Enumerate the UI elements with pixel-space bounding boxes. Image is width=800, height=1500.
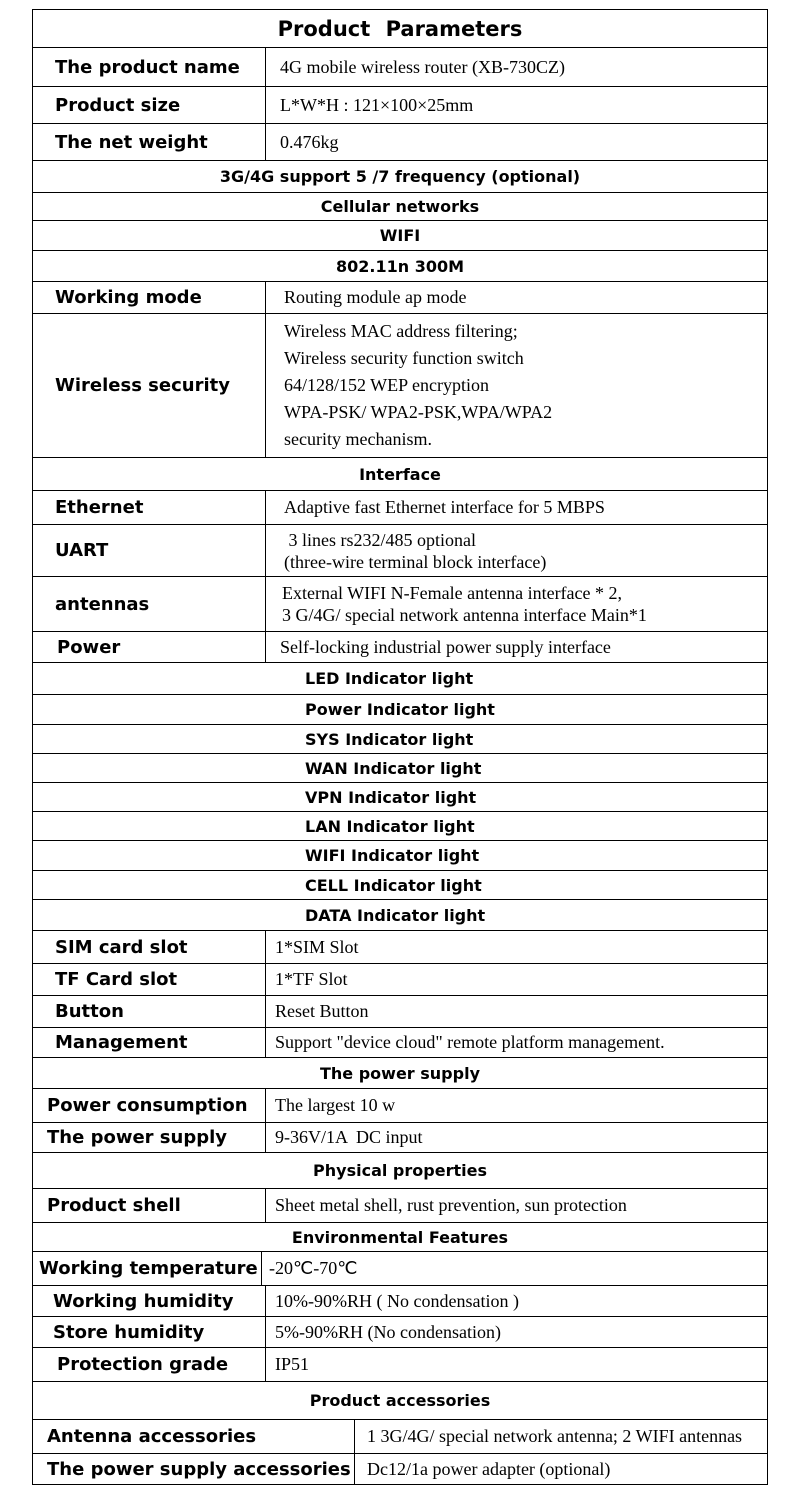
spec-value-line: Reset Button bbox=[275, 1001, 369, 1021]
spec-row-protection-grade bbox=[32, 1348, 768, 1382]
section-header-row bbox=[32, 812, 768, 841]
spec-label: Protection grade bbox=[57, 1354, 229, 1375]
spec-row-ethernet bbox=[32, 491, 768, 525]
spec-value-line: Wireless MAC address filtering; bbox=[284, 321, 518, 341]
spec-value-line: 10%-90%RH ( No condensation ) bbox=[275, 1290, 519, 1311]
spec-value-line: Dc12/1a power adapter (optional) bbox=[367, 1458, 611, 1479]
spec-label: Button bbox=[55, 1001, 124, 1022]
spec-value bbox=[265, 1123, 767, 1152]
spec-row-wireless-security bbox=[32, 314, 768, 458]
section-header-interface: Interface bbox=[359, 464, 441, 484]
section-header-row bbox=[32, 841, 768, 871]
spec-value bbox=[265, 48, 767, 86]
section-header-physical-properties: Physical properties bbox=[313, 1161, 487, 1180]
spec-value bbox=[265, 1348, 767, 1381]
spec-value-line: IP51 bbox=[275, 1354, 310, 1374]
spec-label: The power supply accessories bbox=[47, 1458, 351, 1480]
spec-value-line: (three-wire terminal block interface) bbox=[284, 551, 547, 572]
section-header-3g-4g-support-5-7-frequency-optional: 3G/4G support 5 /7 frequency (optional) bbox=[219, 167, 581, 186]
section-header-cell-indicator-light: CELL Indicator light bbox=[305, 875, 482, 895]
spec-value bbox=[265, 1286, 767, 1316]
spec-value bbox=[265, 525, 767, 576]
section-header-led-indicator-light: LED Indicator light bbox=[305, 669, 474, 688]
spec-label: Product size bbox=[55, 94, 181, 116]
section-header-cellular-networks: Cellular networks bbox=[320, 197, 480, 216]
spec-value bbox=[265, 1317, 767, 1347]
spec-row-product-shell bbox=[32, 1189, 768, 1223]
spec-label: Power consumption bbox=[47, 1095, 248, 1116]
section-header-row bbox=[32, 663, 768, 695]
section-header-vpn-indicator-light: VPN Indicator light bbox=[305, 787, 477, 807]
section-header-lan-indicator-light: LAN Indicator light bbox=[305, 816, 475, 836]
spec-row-product-size bbox=[32, 87, 768, 124]
spec-value-line: 1 3G/4G/ special network antenna; 2 WIFI antennas bbox=[367, 1426, 743, 1446]
section-header-row bbox=[32, 900, 768, 931]
section-header-data-indicator-light: DATA Indicator light bbox=[305, 905, 486, 925]
spec-value-line: 4G mobile wireless router (XB-730CZ) bbox=[280, 56, 565, 77]
spec-row-power-consumption bbox=[32, 1089, 768, 1123]
spec-value-line: 0.476kg bbox=[280, 131, 339, 152]
spec-row-the-product-name bbox=[32, 48, 768, 87]
section-header-row bbox=[32, 1382, 768, 1420]
spec-label: The power supply bbox=[47, 1127, 227, 1148]
section-header-row bbox=[32, 458, 768, 491]
section-header-row bbox=[32, 871, 768, 900]
spec-row-store-humidity bbox=[32, 1317, 768, 1348]
spec-value-line: Wireless security function switch bbox=[284, 348, 524, 368]
spec-value bbox=[265, 124, 767, 160]
spec-value-line: 1*SIM Slot bbox=[275, 936, 359, 957]
spec-row-the-power-supply-accessories bbox=[32, 1454, 768, 1485]
spec-value-line: Sheet metal shell, rust prevention, sun protection bbox=[275, 1195, 627, 1215]
spec-row-antennas bbox=[32, 577, 768, 632]
section-header-product-accessories: Product accessories bbox=[309, 1391, 491, 1410]
section-header-row bbox=[32, 1058, 768, 1089]
spec-label: The net weight bbox=[55, 131, 208, 153]
section-header-power-indicator-light: Power Indicator light bbox=[305, 700, 495, 719]
section-header-row bbox=[32, 725, 768, 754]
spec-label: antennas bbox=[55, 593, 150, 615]
spec-value bbox=[265, 282, 767, 313]
spec-label: Working mode bbox=[55, 287, 202, 308]
section-header-wifi-indicator-light: WIFI Indicator light bbox=[305, 846, 480, 865]
spec-label: Store humidity bbox=[53, 1321, 205, 1343]
spec-value bbox=[354, 1420, 767, 1453]
spec-value bbox=[265, 1028, 767, 1057]
spec-row-tf-card-slot bbox=[32, 964, 768, 996]
section-header-row bbox=[32, 251, 768, 282]
spec-value-line: Self-locking industrial power supply interface bbox=[280, 636, 611, 657]
spec-value-line: The largest 10 w bbox=[275, 1095, 396, 1115]
spec-label: The product name bbox=[55, 56, 240, 78]
spec-value bbox=[265, 491, 767, 524]
section-header-wifi: WIFI bbox=[379, 226, 421, 245]
section-header-the-power-supply: The power supply bbox=[320, 1063, 480, 1083]
spec-row-button bbox=[32, 996, 768, 1028]
section-header-row bbox=[32, 783, 768, 812]
spec-value-line: 9-36V/1A DC input bbox=[275, 1127, 423, 1147]
spec-value-line: 3 lines rs232/485 optional bbox=[284, 529, 476, 550]
spec-label: Ethernet bbox=[55, 497, 144, 518]
spec-value bbox=[354, 1454, 767, 1484]
section-header-row bbox=[32, 10, 768, 48]
spec-label: Working humidity bbox=[53, 1290, 234, 1312]
spec-row-antenna-accessories bbox=[32, 1420, 768, 1454]
spec-value-line: Support "device cloud" remote platform management. bbox=[275, 1032, 665, 1052]
spec-value-line: WPA-PSK/ WPA2-PSK,WPA/WPA2 bbox=[284, 402, 553, 422]
spec-value-line: L*W*H : 121×100×25mm bbox=[280, 94, 474, 115]
spec-value-line: External WIFI N-Female antenna interface * 2, bbox=[282, 583, 623, 603]
section-header-row bbox=[32, 695, 768, 725]
section-header-row bbox=[32, 193, 768, 221]
section-header-802-11n-300m: 802.11n 300M bbox=[335, 256, 465, 276]
spec-row-the-net-weight bbox=[32, 124, 768, 161]
spec-label: Power bbox=[57, 636, 121, 658]
spec-value bbox=[265, 1189, 767, 1222]
spec-value bbox=[261, 1252, 767, 1285]
spec-label: Wireless security bbox=[55, 375, 230, 396]
spec-value-line: 5%-90%RH (No condensation) bbox=[275, 1321, 501, 1342]
spec-label: Working temperature bbox=[39, 1258, 258, 1279]
spec-row-the-power-supply bbox=[32, 1123, 768, 1153]
spec-row-working-mode bbox=[32, 282, 768, 314]
spec-row-uart bbox=[32, 525, 768, 577]
spec-label: Antenna accessories bbox=[47, 1426, 257, 1447]
spec-value-line: 3 G/4G/ special network antenna interface Main*1 bbox=[282, 605, 647, 625]
spec-row-working-humidity bbox=[32, 1286, 768, 1317]
table-title: Product Parameters bbox=[277, 16, 523, 41]
spec-label: Product shell bbox=[47, 1195, 181, 1216]
spec-value bbox=[265, 632, 767, 662]
section-header-wan-indicator-light: WAN Indicator light bbox=[305, 758, 482, 778]
spec-value bbox=[265, 931, 767, 963]
spec-label: UART bbox=[55, 540, 109, 561]
section-header-row bbox=[32, 1223, 768, 1252]
spec-value-line: security mechanism. bbox=[284, 429, 432, 449]
spec-value bbox=[265, 314, 767, 457]
section-header-environmental-features: Environmental Features bbox=[291, 1227, 509, 1247]
spec-value bbox=[265, 577, 767, 631]
spec-label: TF Card slot bbox=[55, 969, 178, 990]
spec-value bbox=[265, 1089, 767, 1122]
spec-row-working-temperature bbox=[32, 1252, 768, 1286]
section-header-row bbox=[32, 161, 768, 193]
section-header-row bbox=[32, 221, 768, 251]
spec-value bbox=[265, 87, 767, 123]
section-header-row bbox=[32, 754, 768, 783]
spec-table bbox=[32, 9, 768, 1485]
section-header-sys-indicator-light: SYS Indicator light bbox=[305, 729, 474, 749]
spec-row-power bbox=[32, 632, 768, 663]
section-header-row bbox=[32, 1153, 768, 1189]
spec-value-line: 64/128/152 WEP encryption bbox=[284, 375, 489, 395]
spec-value-line: Adaptive fast Ethernet interface for 5 MBPS bbox=[284, 497, 605, 517]
spec-value bbox=[265, 996, 767, 1027]
spec-value-line: -20℃-70℃ bbox=[269, 1258, 358, 1278]
spec-value-line: Routing module ap mode bbox=[284, 287, 467, 307]
spec-label: Management bbox=[55, 1032, 188, 1053]
spec-value bbox=[265, 964, 767, 995]
spec-label: SIM card slot bbox=[55, 936, 188, 958]
spec-row-sim-card-slot bbox=[32, 931, 768, 964]
spec-value-line: 1*TF Slot bbox=[275, 969, 348, 989]
spec-row-management bbox=[32, 1028, 768, 1058]
